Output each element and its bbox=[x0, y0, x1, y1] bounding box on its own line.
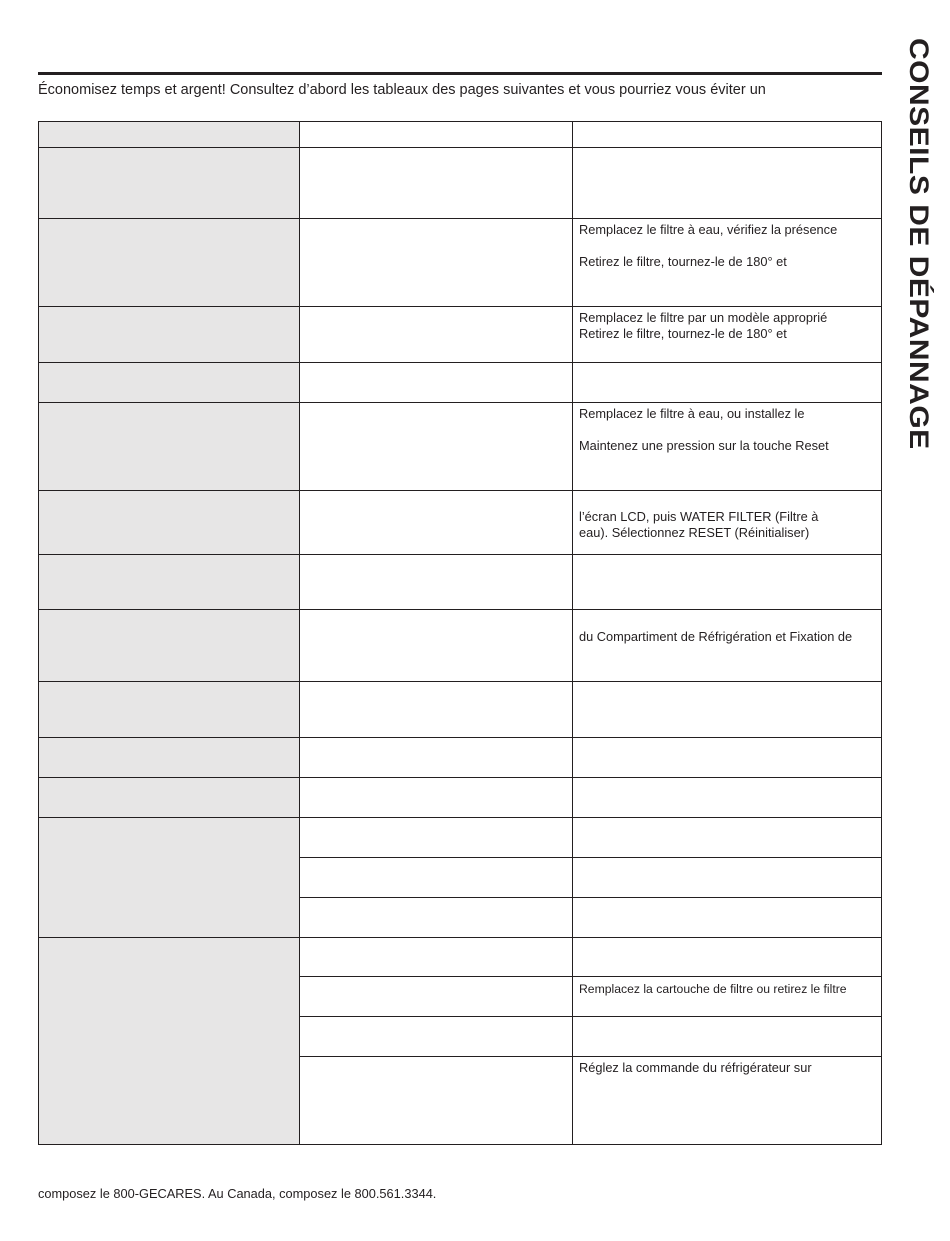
table-row bbox=[39, 219, 882, 307]
cause-cell bbox=[300, 977, 573, 1017]
cause-cell bbox=[300, 1017, 573, 1057]
remedy-text: Maintenez une pression sur la touche Reset bbox=[579, 438, 829, 453]
remedy-text: Remplacez le filtre par un modèle approprié bbox=[579, 310, 828, 325]
cause-cell bbox=[300, 363, 573, 403]
remedy-cell bbox=[573, 938, 882, 977]
cause-cell bbox=[300, 1057, 573, 1145]
remedy-cell bbox=[573, 491, 882, 555]
cause-cell bbox=[300, 555, 573, 610]
table-row bbox=[39, 363, 882, 403]
table-header-row bbox=[39, 122, 882, 148]
table-row bbox=[39, 403, 882, 491]
remedy-cell bbox=[573, 403, 882, 491]
cause-cell bbox=[300, 403, 573, 491]
table-row bbox=[39, 738, 882, 778]
table-row bbox=[39, 682, 882, 738]
table-row bbox=[39, 555, 882, 610]
remedy-text: Remplacez le filtre à eau, vérifiez la présence bbox=[579, 222, 838, 237]
footer-text: composez le 800-GECARES. Au Canada, composez le 800.561.3344. bbox=[38, 1186, 437, 1201]
cause-cell bbox=[300, 148, 573, 219]
problem-cell bbox=[39, 219, 300, 307]
remedy-cell bbox=[573, 1017, 882, 1057]
problem-cell bbox=[39, 148, 300, 219]
table-row bbox=[39, 938, 882, 977]
problem-cell bbox=[39, 738, 300, 778]
remedy-cell bbox=[573, 363, 882, 403]
problem-cell bbox=[39, 818, 300, 938]
section-title: CONSEILS DE DÉPANNAGE bbox=[903, 38, 934, 450]
remedy-cell bbox=[573, 778, 882, 818]
remedy-text: Retirez le filtre, tournez-le de 180° et bbox=[579, 326, 787, 341]
problem-cell bbox=[39, 938, 300, 1145]
problem-cell bbox=[39, 403, 300, 491]
remedy-cell bbox=[573, 219, 882, 307]
remedy-cell bbox=[573, 682, 882, 738]
cause-cell bbox=[300, 219, 573, 307]
remedy-cell bbox=[573, 858, 882, 898]
remedy-cell bbox=[573, 307, 882, 363]
header-rule bbox=[38, 72, 882, 75]
problem-cell bbox=[39, 307, 300, 363]
cause-cell bbox=[300, 938, 573, 977]
problem-cell bbox=[39, 491, 300, 555]
table-row bbox=[39, 148, 882, 219]
remedy-cell bbox=[573, 1057, 882, 1145]
table-row bbox=[39, 778, 882, 818]
table-row bbox=[39, 610, 882, 682]
remedy-cell bbox=[573, 818, 882, 858]
table-row bbox=[39, 818, 882, 858]
cause-cell bbox=[300, 858, 573, 898]
remedy-cell bbox=[573, 555, 882, 610]
problem-cell bbox=[39, 682, 300, 738]
cause-cell bbox=[300, 610, 573, 682]
cause-header bbox=[300, 122, 573, 148]
cause-cell bbox=[300, 682, 573, 738]
cause-cell bbox=[300, 491, 573, 555]
remedy-text: du Compartiment de Réfrigération et Fixation de bbox=[579, 629, 853, 644]
remedy-cell bbox=[573, 898, 882, 938]
problem-cell bbox=[39, 555, 300, 610]
remedy-cell bbox=[573, 738, 882, 778]
problem-header bbox=[39, 122, 300, 148]
remedy-cell bbox=[573, 148, 882, 219]
problem-cell bbox=[39, 363, 300, 403]
problem-cell bbox=[39, 610, 300, 682]
cause-cell bbox=[300, 818, 573, 858]
remedy-cell bbox=[573, 977, 882, 1017]
remedy-cell bbox=[573, 610, 882, 682]
cause-cell bbox=[300, 307, 573, 363]
cause-cell bbox=[300, 898, 573, 938]
table-row bbox=[39, 307, 882, 363]
problem-cell bbox=[39, 778, 300, 818]
remedy-text: Réglez la commande du réfrigérateur sur bbox=[579, 1060, 812, 1075]
remedy-text: Remplacez la cartouche de filtre ou retirez le filtre bbox=[579, 982, 847, 996]
table-row bbox=[39, 491, 882, 555]
cause-cell bbox=[300, 738, 573, 778]
intro-text: Économisez temps et argent! Consultez d’abord les tableaux des pages suivantes et vous pourriez vous éviter un bbox=[38, 82, 766, 98]
remedy-text: Remplacez le filtre à eau, ou installez le bbox=[579, 406, 805, 421]
cause-cell bbox=[300, 778, 573, 818]
troubleshooting-table bbox=[38, 121, 882, 1145]
remedy-header bbox=[573, 122, 882, 148]
remedy-text: eau). Sélectionnez RESET (Réinitialiser) bbox=[579, 525, 810, 540]
remedy-text: Retirez le filtre, tournez-le de 180° et bbox=[579, 254, 787, 269]
remedy-text: l’écran LCD, puis WATER FILTER (Filtre à bbox=[579, 509, 819, 524]
